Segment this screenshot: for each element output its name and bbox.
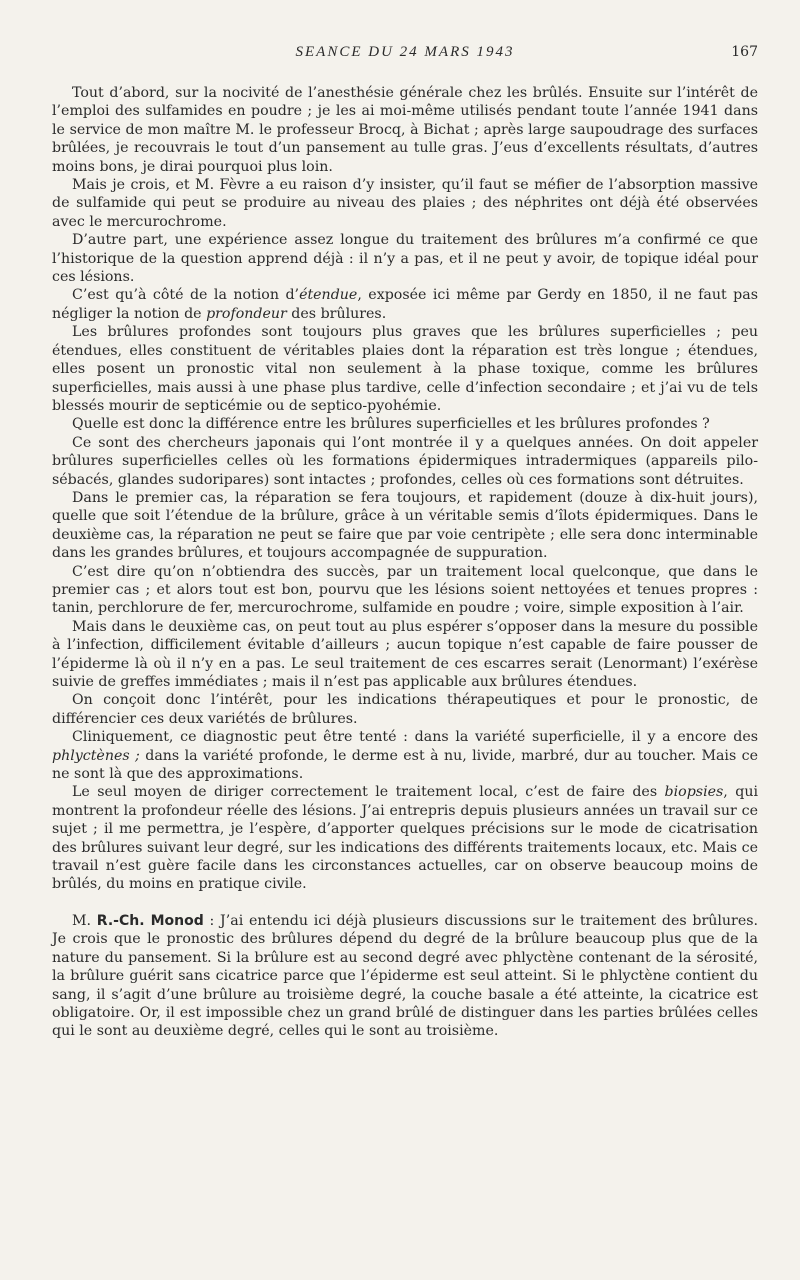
paragraph: Mais dans le deuxième cas, on peut tout au plus espérer s’opposer dans la mesure du possible à l’infection, difficilement évitable d’ailleurs ; aucun topique n’est capable de faire pousser de l’épiderme là où il n’y en a pas. Le seul traitement de ces escarres serait (Lenormant) l’exérèse suivie de greffes immédiates ; mais il n’est pas applicable aux brûlures étendues.: [52, 618, 758, 690]
emphasis: phlyctènes ;: [52, 747, 140, 764]
paragraph: Quelle est donc la différence entre les brûlures superficielles et les brûlures profondes ?: [72, 416, 710, 433]
page-number: 167: [731, 44, 758, 60]
paragraph: Cliniquement, ce diagnostic peut être tenté : dans la variété superficielle, il y a encore des phlyctènes ; dans la variété profonde, le derme est à nu, livide, marbré, dur au toucher. Mais ce ne sont là que des approximations.: [52, 729, 758, 783]
paragraph: D’autre part, une expérience assez longue du traitement des brûlures m’a confirmé ce que l’historique de la question apprend déjà : il n’y a pas, et il ne peut y avoir, de topique idéal pour ces lésions.: [52, 232, 758, 286]
paragraph: Les brûlures profondes sont toujours plus graves que les brûlures superficielles ; peu étendues, elles constituent de véritables plaies dont la réparation est très longue ; étendues, elles posent un pronostic vital non seulement à la phase toxique, comme les brûlures superficielles, mais aussi à une phase plus tardive, celle d’infection secondaire ; et j’ai vu de tels blessés mourir de septicémie ou de septico-pyohémie.: [52, 324, 758, 414]
paragraph: C’est qu’à côté de la notion d’étendue, exposée ici même par Gerdy en 1850, il ne faut pas négliger la notion de profondeur des brûlures.: [52, 287, 758, 322]
paragraph: Le seul moyen de diriger correctement le traitement local, c’est de faire des biopsies, qui montrent la profondeur réelle des lésions. J’ai entrepris depuis plusieurs années un travail sur ce sujet ; il me permettra, je l’espère, d’apporter quelques précisions sur le mode de cicatrisation des brûlures suivant leur degré, sur les indications des différents traitements locaux, etc. Mais ce travail n’est guère facile dans les circonstances actuelles, car on observe beaucoup moins de brûlés, du moins en pratique civile.: [52, 784, 759, 893]
intervention-paragraph: M. R.-Ch. Monod : J’ai entendu ici déjà plusieurs discussions sur le traitement des brûlures. Je crois que le pronostic des brûlures dépend du degré de la brûlure beaucoup plus que de la nature du pansement. Si la brûlure est au second degré avec phlyctène contenant de la sérosité, la brûlure guérit sans cicatrice parce que l’épiderme est seul atteint. Si le phlyctène contient du sang, il s’agit d’une brûlure au troisième degré, la couche basale a été atteinte, la cicatrice est obligatoire. Or, il est impossible chez un grand brûlé de distinguer dans les parties brûlées celles qui le sont au deuxième degré, celles qui le sont au troisième.: [52, 912, 759, 1040]
paragraph: Ce sont des chercheurs japonais qui l’ont montrée il y a quelques années. On doit appeler brûlures superficielles celles où les formations épidermiques intradermiques (appareils pilo-sébacés, glandes sudoripares) sont intactes ; profondes, celles où ces formations sont détruites.: [52, 434, 758, 488]
paragraph: Tout d’abord, sur la nocivité de l’anesthésie générale chez les brûlés. Ensuite sur l’intérêt de l’emploi des sulfamides en poudre ; je les ai moi-même utilisés pendant toute l’année 1941 dans le service de mon maître M. le professeur Brocq, à Bichat ; après large saupoudrage des surfaces brûlées, je recouvrais le tout d’un pansement au tulle gras. J’eus d’excellents résultats, d’autres moins bons, je dirai pourquoi plus loin.: [52, 85, 758, 175]
paragraph: C’est dire qu’on n’obtiendra des succès, par un traitement local quelconque, que dans le premier cas ; et alors tout est bon, pourvu que les lésions soient nettoyées et tenues propres : tanin, perchlorure de fer, mercurochrome, sulfamide en poudre ; voire, simple exposition à l’air.: [52, 563, 758, 617]
emphasis: profondeur: [206, 305, 287, 322]
speaker-name: R.-Ch. Monod: [96, 912, 204, 929]
running-header: [52, 44, 758, 70]
paragraph: On conçoit donc l’intérêt, pour les indications thérapeutiques et pour le pronostic, de différencier ces deux variétés de brûlures.: [52, 692, 758, 727]
emphasis: étendue: [299, 287, 358, 304]
paragraph: Mais je crois, et M. Fèvre a eu raison d’y insister, qu’il faut se méfier de l’absorption massive de sulfamide qui peut se produire au niveau des plaies ; des néphrites ont déjà été observées avec le mercurochrome.: [52, 177, 758, 230]
paragraph: Dans le premier cas, la réparation se fera toujours, et rapidement (douze à dix-huit jours), quelle que soit l’étendue de la brûlure, grâce à un véritable semis d’îlots épidermiques. Dans le deuxième cas, la réparation ne peut se faire que par voie centripète ; elle sera donc interminable dans les grandes brûlures, et toujours accompagnée de suppuration.: [52, 489, 758, 562]
emphasis: biopsies: [664, 784, 724, 801]
running-title: SEANCE DU 24 MARS 1943: [295, 44, 515, 60]
body-text: [52, 84, 758, 1041]
